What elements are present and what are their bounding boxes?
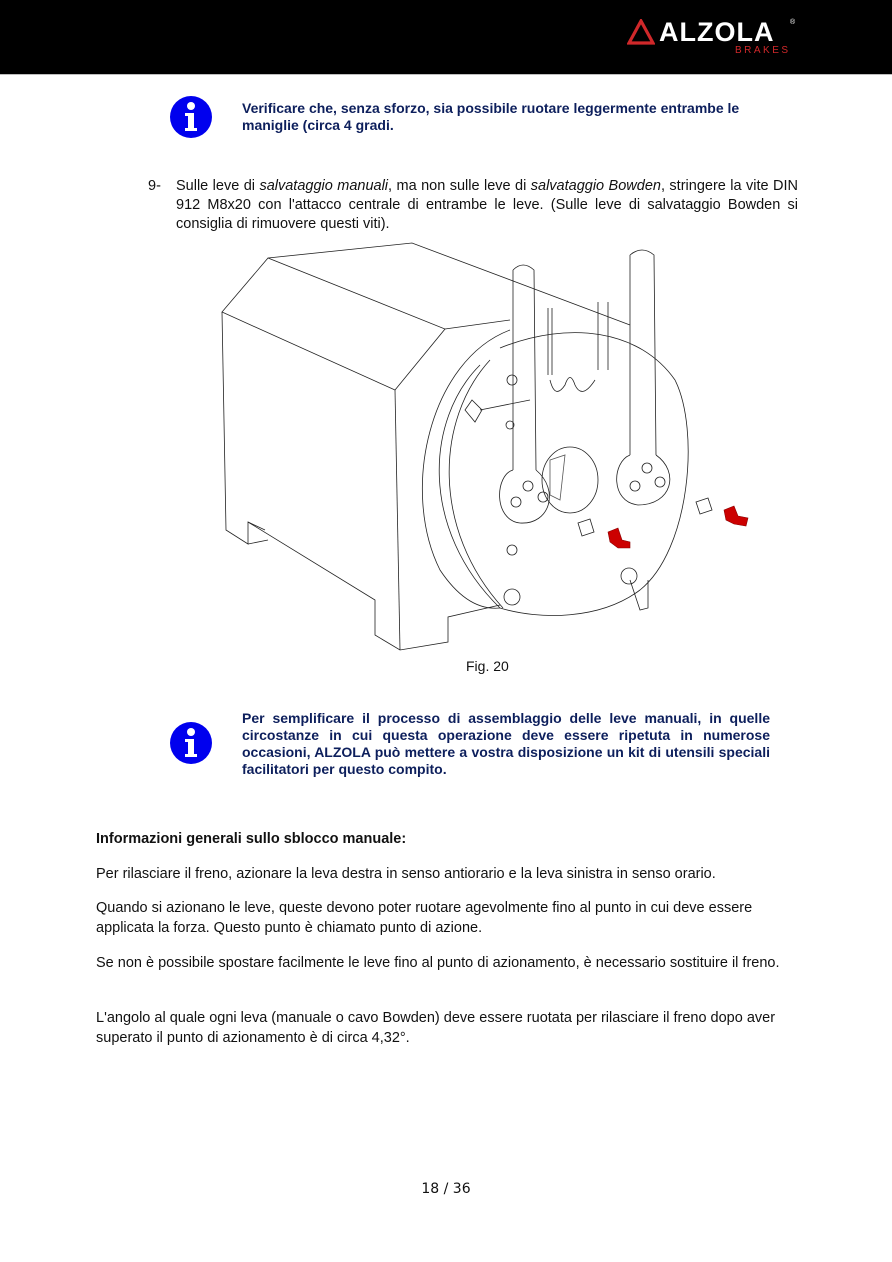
red-screw — [724, 506, 748, 526]
info-icon — [169, 95, 213, 139]
paragraph: L'angolo al quale ogni leva (manuale o cavo Bowden) deve essere ruotata per rilasciare il freno dopo aver superato il punto di azionamento è di circa 4,32°. — [96, 1010, 776, 1046]
info-note: Per semplificare il processo di assemblaggio delle leve manuali, in quelle circostanze in cui questa operazione deve essere ripetuta in numerose occasioni, ALZOLA può mettere a vostra disposizione un kit di utensili speciali facilitatori per questo compito. — [242, 710, 770, 777]
red-screw — [608, 528, 630, 548]
info-note: Verificare che, senza sforzo, sia possibile ruotare leggermente entrambe le maniglie (circa 4 gradi. — [242, 100, 740, 133]
figure-caption: Fig. 20 — [466, 658, 509, 674]
paragraph: Se non è possibile spostare facilmente le leve fino al punto di azionamento, è necessario sostituire il freno. — [96, 955, 780, 971]
info-icon — [169, 721, 213, 765]
bolt — [621, 568, 637, 584]
brand-subtitle: BRAKES — [735, 45, 791, 56]
step-text: Sulle leve di salvataggio manuali, ma non sulle leve di salvataggio Bowden, stringere la vite DIN 912 M8x20 con l'attacco centrale di entrambe le leve. (Sulle leve di salvataggio Bowden si consiglia di rimuovere questi viti). — [176, 178, 798, 232]
brake-housing — [222, 243, 630, 650]
spline-hatch — [550, 455, 565, 500]
center-hub — [542, 447, 598, 513]
page-header — [0, 0, 892, 75]
step-number: 9- — [148, 178, 161, 194]
hole — [507, 545, 517, 555]
registered-mark: ® — [790, 19, 796, 26]
brake-assembly-figure — [210, 240, 770, 660]
bowden-connectors — [548, 302, 608, 391]
bolt — [504, 589, 520, 605]
paragraph: Per rilasciare il freno, azionare la leva destra in senso antiorario e la leva sinistra in senso orario. — [96, 866, 716, 882]
alzola-logo — [627, 17, 802, 59]
section-title: Informazioni generali sullo sblocco manuale: — [96, 831, 407, 847]
right-release-lever — [617, 250, 670, 505]
highlighted-screws — [608, 506, 748, 548]
hole — [507, 375, 517, 385]
screw — [696, 498, 712, 514]
paragraph: Quando si azionano le leve, queste devono poter ruotare agevolmente fino al punto in cui deve essere applicata la forza. Questo punto è chiamato punto di azione. — [96, 900, 753, 936]
screw — [578, 519, 594, 536]
page-number: 18 / 36 — [421, 1181, 471, 1197]
brand-name: ALZOLA — [659, 17, 775, 47]
triangle-logo-icon — [627, 19, 655, 45]
